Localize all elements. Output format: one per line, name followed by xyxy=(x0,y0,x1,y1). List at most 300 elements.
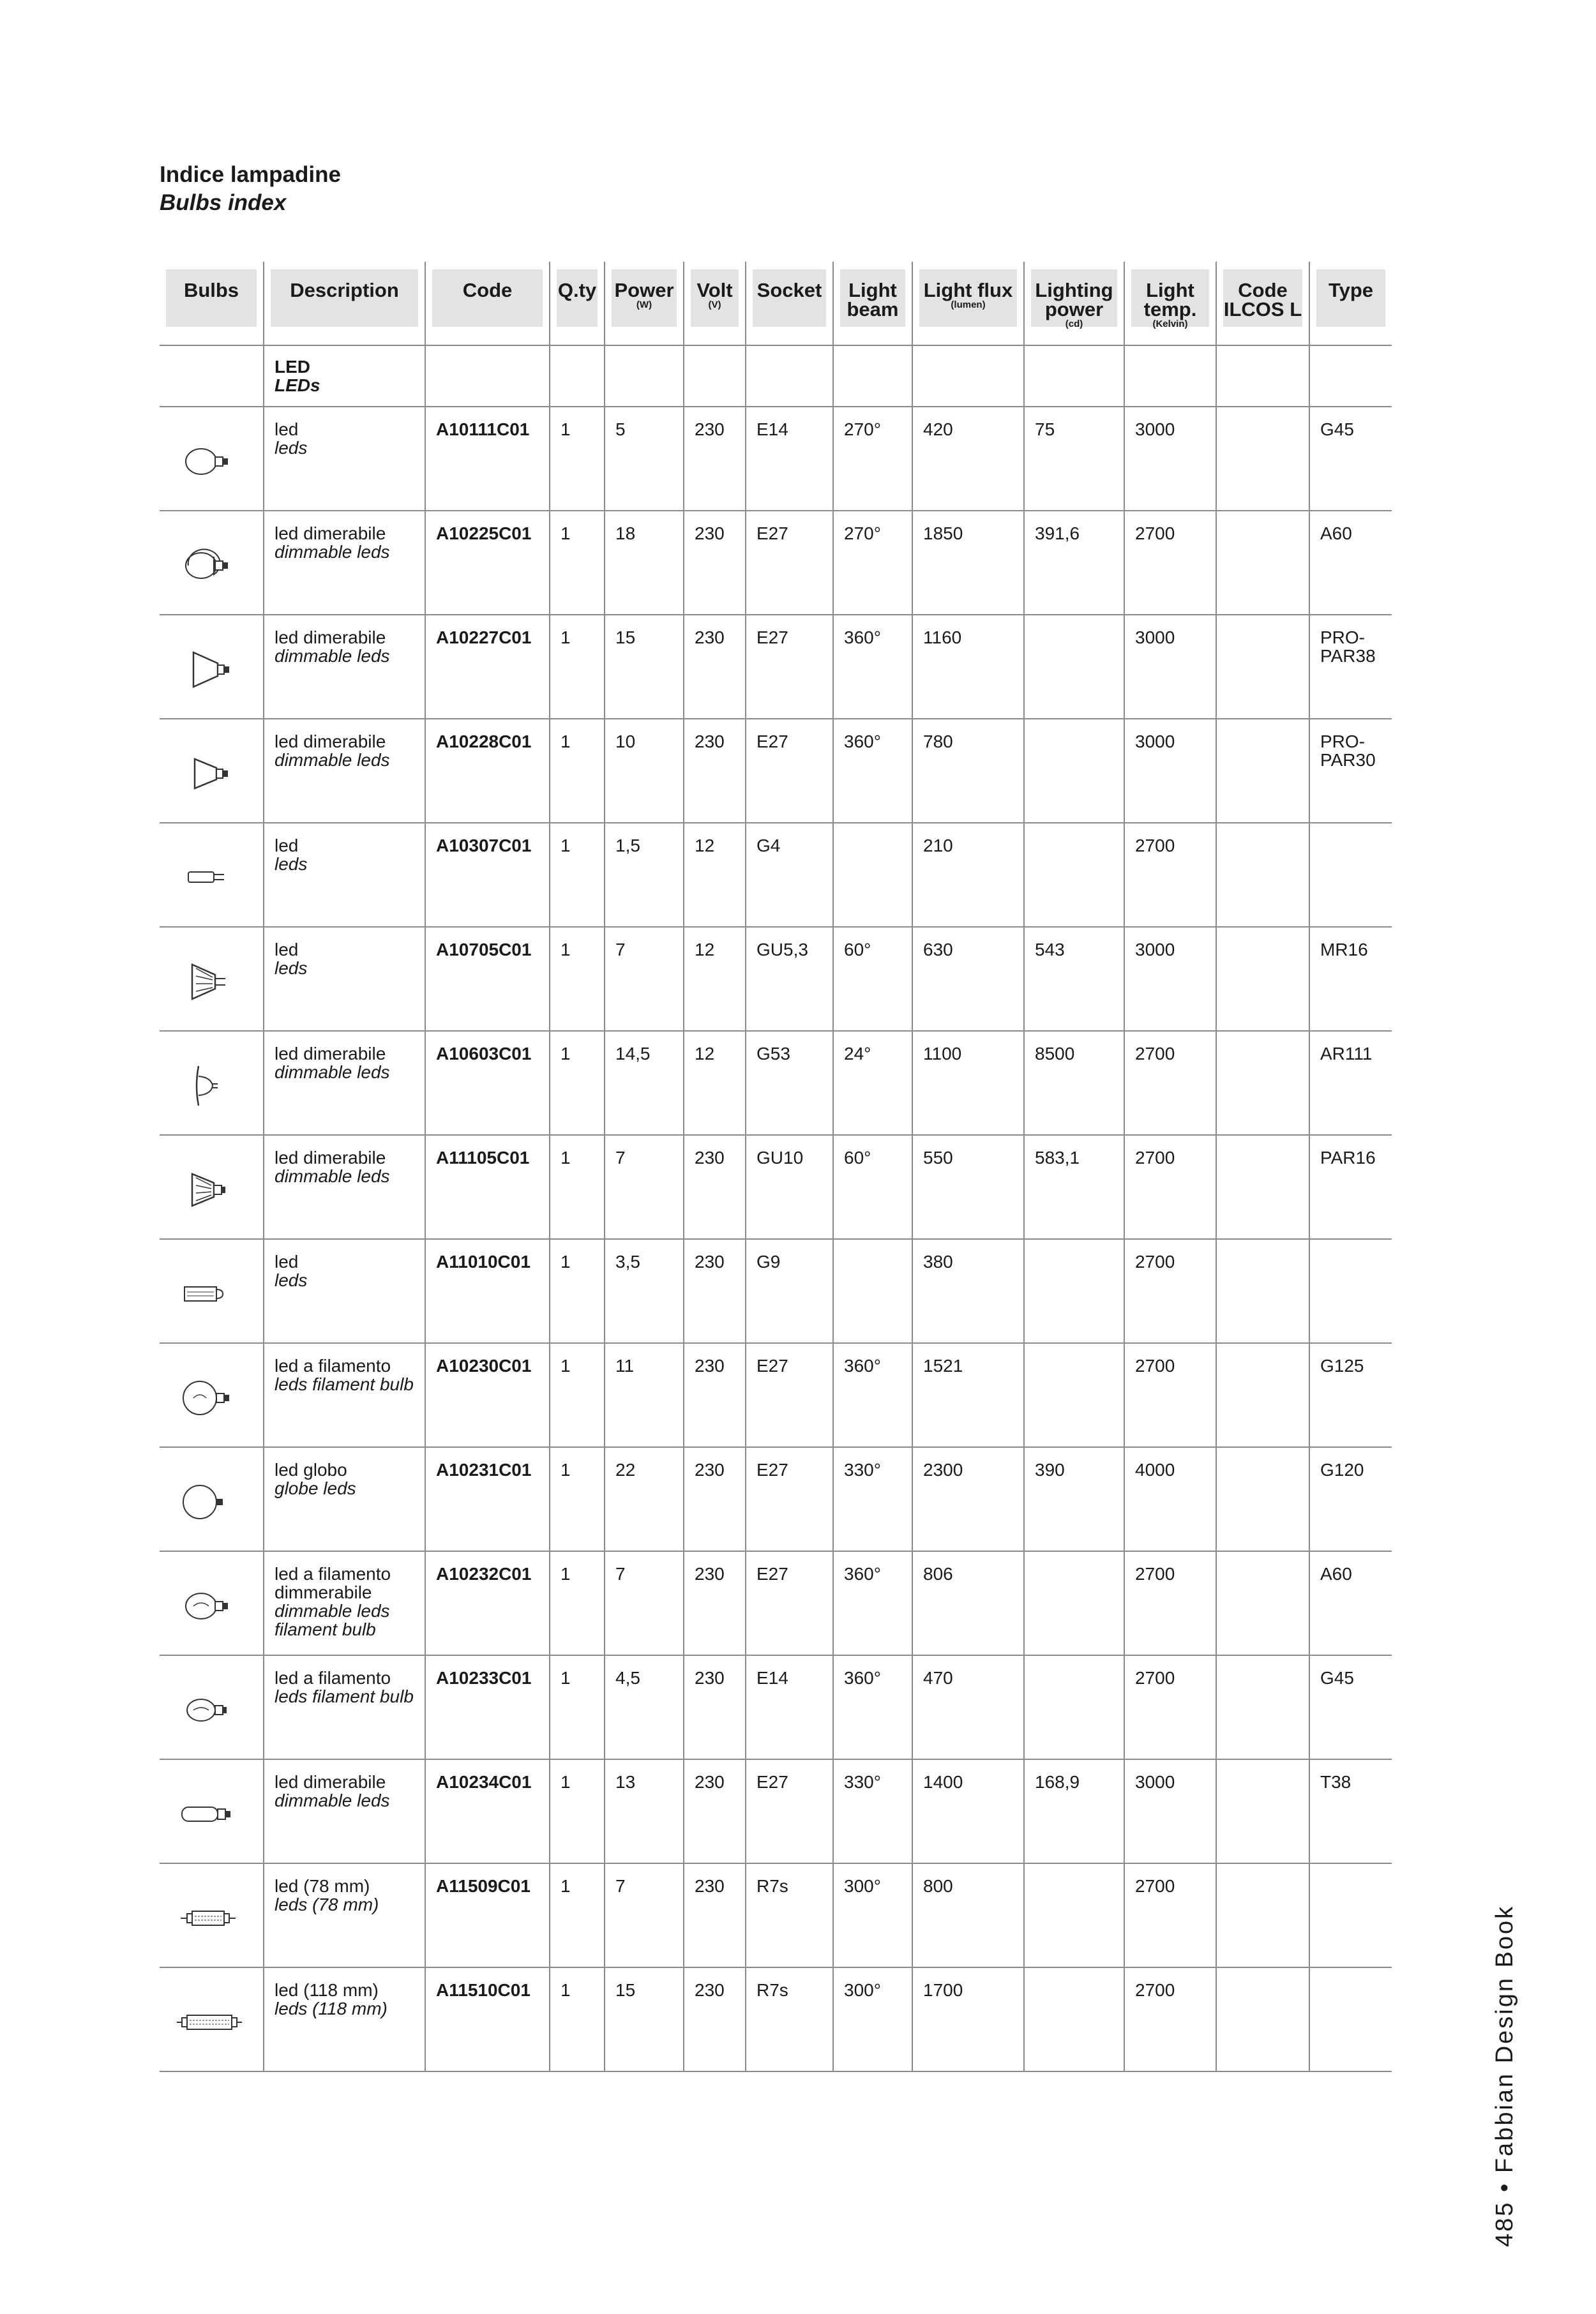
type-cell: A60 xyxy=(1309,511,1392,615)
qty-cell: 1 xyxy=(549,1864,604,1968)
flux-cell: 2300 xyxy=(912,1448,1023,1552)
lighting-power-cell: 390 xyxy=(1023,1448,1124,1552)
power-cell: 22 xyxy=(604,1448,683,1552)
description-it: led (118 mm) xyxy=(275,1980,379,2000)
flux-cell: 1850 xyxy=(912,511,1023,615)
qty-cell: 1 xyxy=(549,1968,604,2072)
socket-cell: G9 xyxy=(745,1240,832,1344)
description-it: led xyxy=(275,1252,299,1272)
bulbs-index-table xyxy=(160,262,1392,2072)
beam-cell: 270° xyxy=(832,511,912,615)
bulb-par16-icon xyxy=(172,1155,249,1225)
bulb-a60-filament-icon xyxy=(172,1571,249,1641)
type-cell: AR111 xyxy=(1309,1032,1392,1136)
type-cell: T38 xyxy=(1309,1760,1392,1864)
header-cell-code xyxy=(425,262,549,346)
volt-cell: 230 xyxy=(683,1136,745,1240)
beam-cell xyxy=(832,823,912,928)
type-cell: PRO- PAR38 xyxy=(1309,615,1392,719)
power-cell: 1,5 xyxy=(604,823,683,928)
description-cell xyxy=(263,823,425,928)
qty-cell: 1 xyxy=(549,615,604,719)
section-cell xyxy=(1216,346,1309,407)
code-cell: A10228C01 xyxy=(425,719,549,823)
temp-cell: 2700 xyxy=(1124,1656,1216,1760)
lighting-power-cell xyxy=(1023,1552,1124,1656)
header-cell-code-ilcos xyxy=(1216,262,1309,346)
description-en: dimmable leds filament bulb xyxy=(275,1601,390,1639)
flux-cell: 550 xyxy=(912,1136,1023,1240)
volt-cell: 12 xyxy=(683,1032,745,1136)
volt-cell: 230 xyxy=(683,407,745,511)
beam-cell: 24° xyxy=(832,1032,912,1136)
code-cell: A10230C01 xyxy=(425,1344,549,1448)
description-cell xyxy=(263,1240,425,1344)
description-it: led globo xyxy=(275,1460,347,1480)
description-cell xyxy=(263,1344,425,1448)
code-cell: A10307C01 xyxy=(425,823,549,928)
flux-cell: 1160 xyxy=(912,615,1023,719)
flux-cell: 1700 xyxy=(912,1968,1023,2072)
qty-cell: 1 xyxy=(549,928,604,1032)
section-cell xyxy=(832,346,912,407)
temp-cell: 2700 xyxy=(1124,1968,1216,2072)
code-cell: A10234C01 xyxy=(425,1760,549,1864)
volt-cell: 230 xyxy=(683,1344,745,1448)
description-en: leds (78 mm) xyxy=(275,1895,379,1914)
header-box xyxy=(271,269,418,327)
power-cell: 15 xyxy=(604,1968,683,2072)
description-cell xyxy=(263,1968,425,2072)
code-cell: A11509C01 xyxy=(425,1864,549,1968)
header-box xyxy=(1316,269,1385,327)
socket-cell: GU10 xyxy=(745,1136,832,1240)
description-it: led dimerabile xyxy=(275,627,386,647)
header-cell-power xyxy=(604,262,683,346)
header-box xyxy=(1031,269,1117,327)
description-it: led dimerabile xyxy=(275,523,386,543)
qty-cell: 1 xyxy=(549,719,604,823)
volt-cell: 230 xyxy=(683,1656,745,1760)
type-cell: G45 xyxy=(1309,1656,1392,1760)
type-cell: G120 xyxy=(1309,1448,1392,1552)
header-cell-socket xyxy=(745,262,832,346)
lighting-power-cell: 8500 xyxy=(1023,1032,1124,1136)
header-box xyxy=(840,269,905,327)
description-it: led xyxy=(275,940,299,959)
beam-cell: 360° xyxy=(832,1656,912,1760)
header-cell-bulbs xyxy=(160,262,263,346)
description-en: globe leds xyxy=(275,1478,356,1498)
socket-cell: E27 xyxy=(745,1760,832,1864)
code-cell: A10232C01 xyxy=(425,1552,549,1656)
bulb-cell xyxy=(160,928,263,1032)
volt-cell: 230 xyxy=(683,511,745,615)
qty-cell: 1 xyxy=(549,511,604,615)
bulb-r7s-118-icon xyxy=(172,1987,249,2057)
power-cell: 7 xyxy=(604,1552,683,1656)
power-cell: 15 xyxy=(604,615,683,719)
lighting-power-cell xyxy=(1023,1968,1124,2072)
bulb-r7s-78-icon xyxy=(172,1883,249,1953)
socket-cell: R7s xyxy=(745,1968,832,2072)
qty-cell: 1 xyxy=(549,1240,604,1344)
header-box xyxy=(432,269,543,327)
bulb-cell xyxy=(160,1136,263,1240)
header-box xyxy=(1223,269,1302,327)
header-box xyxy=(691,269,739,327)
power-cell: 7 xyxy=(604,1864,683,1968)
lighting-power-cell: 583,1 xyxy=(1023,1136,1124,1240)
temp-cell: 2700 xyxy=(1124,1136,1216,1240)
section-cell xyxy=(1023,346,1124,407)
bulb-cell xyxy=(160,1760,263,1864)
bulb-cell xyxy=(160,407,263,511)
ilcos-cell xyxy=(1216,1344,1309,1448)
flux-cell: 1521 xyxy=(912,1344,1023,1448)
ilcos-cell xyxy=(1216,1760,1309,1864)
temp-cell: 3000 xyxy=(1124,615,1216,719)
description-en: leds xyxy=(275,1270,308,1290)
type-cell: G45 xyxy=(1309,407,1392,511)
bulb-g9-icon xyxy=(172,1259,249,1329)
description-it: led a filamento xyxy=(275,1356,391,1376)
socket-cell: E27 xyxy=(745,1344,832,1448)
description-it: led (78 mm) xyxy=(275,1876,370,1896)
volt-cell: 230 xyxy=(683,719,745,823)
description-en: dimmable leds xyxy=(275,1166,390,1186)
header-label: Lighting power xyxy=(1035,279,1113,320)
description-en: dimmable leds xyxy=(275,646,390,666)
beam-cell: 360° xyxy=(832,615,912,719)
description-cell xyxy=(263,511,425,615)
beam-cell: 330° xyxy=(832,1760,912,1864)
bulb-t38-icon xyxy=(172,1779,249,1849)
temp-cell: 2700 xyxy=(1124,1864,1216,1968)
flux-cell: 470 xyxy=(912,1656,1023,1760)
qty-cell: 1 xyxy=(549,1032,604,1136)
header-cell-type xyxy=(1309,262,1392,346)
socket-cell: E14 xyxy=(745,1656,832,1760)
lighting-power-cell xyxy=(1023,1344,1124,1448)
beam-cell: 360° xyxy=(832,1552,912,1656)
power-cell: 7 xyxy=(604,1136,683,1240)
ilcos-cell xyxy=(1216,928,1309,1032)
description-en: dimmable leds xyxy=(275,1062,390,1082)
power-cell: 11 xyxy=(604,1344,683,1448)
bulb-cell xyxy=(160,1344,263,1448)
footer-brand: Fabbian Design Book xyxy=(1491,1904,1518,2174)
ilcos-cell xyxy=(1216,1032,1309,1136)
lighting-power-cell xyxy=(1023,823,1124,928)
qty-cell: 1 xyxy=(549,1760,604,1864)
code-cell: A10705C01 xyxy=(425,928,549,1032)
qty-cell: 1 xyxy=(549,1656,604,1760)
lighting-power-cell xyxy=(1023,1656,1124,1760)
page-subtitle: Bulbs index xyxy=(160,190,287,215)
header-unit: (Kelvin) xyxy=(1152,319,1188,329)
description-en: leds filament bulb xyxy=(275,1374,414,1394)
socket-cell: E14 xyxy=(745,407,832,511)
flux-cell: 780 xyxy=(912,719,1023,823)
bulb-g45-icon xyxy=(172,426,249,497)
description-cell xyxy=(263,407,425,511)
header-cell-light-beam xyxy=(832,262,912,346)
header-cell-volt xyxy=(683,262,745,346)
socket-cell: G4 xyxy=(745,823,832,928)
flux-cell: 380 xyxy=(912,1240,1023,1344)
code-cell: A11010C01 xyxy=(425,1240,549,1344)
bulb-g45-filament-icon xyxy=(172,1675,249,1745)
temp-cell: 4000 xyxy=(1124,1448,1216,1552)
flux-cell: 420 xyxy=(912,407,1023,511)
header-unit: (W) xyxy=(636,299,652,310)
description-it: led a filamento dimmerabile xyxy=(275,1564,391,1602)
flux-cell: 630 xyxy=(912,928,1023,1032)
description-en: dimmable leds xyxy=(275,750,390,770)
footer-separator: • xyxy=(1491,2181,1518,2193)
ilcos-cell xyxy=(1216,1240,1309,1344)
header-label: Light beam xyxy=(847,279,899,320)
lighting-power-cell xyxy=(1023,615,1124,719)
header-box xyxy=(557,269,598,327)
description-it: led xyxy=(275,419,299,439)
bulb-g120-globe-icon xyxy=(172,1467,249,1537)
code-cell: A10231C01 xyxy=(425,1448,549,1552)
bulb-cell xyxy=(160,1032,263,1136)
description-it: led dimerabile xyxy=(275,1772,386,1792)
section-cell xyxy=(263,346,425,407)
volt-cell: 230 xyxy=(683,1448,745,1552)
socket-cell: G53 xyxy=(745,1032,832,1136)
temp-cell: 3000 xyxy=(1124,407,1216,511)
qty-cell: 1 xyxy=(549,1136,604,1240)
bulb-cell xyxy=(160,719,263,823)
temp-cell: 2700 xyxy=(1124,1032,1216,1136)
temp-cell: 2700 xyxy=(1124,1344,1216,1448)
header-cell-qty xyxy=(549,262,604,346)
bulb-par30-icon xyxy=(172,739,249,809)
header-unit: (lumen) xyxy=(951,299,986,310)
beam-cell xyxy=(832,1240,912,1344)
volt-cell: 230 xyxy=(683,1240,745,1344)
description-it: led a filamento xyxy=(275,1668,391,1688)
beam-cell: 360° xyxy=(832,719,912,823)
description-cell xyxy=(263,1864,425,1968)
beam-cell: 60° xyxy=(832,928,912,1032)
code-cell: A10233C01 xyxy=(425,1656,549,1760)
qty-cell: 1 xyxy=(549,407,604,511)
lighting-power-cell: 168,9 xyxy=(1023,1760,1124,1864)
type-cell: G125 xyxy=(1309,1344,1392,1448)
bulb-ar111-icon xyxy=(172,1051,249,1121)
section-cell xyxy=(425,346,549,407)
power-cell: 18 xyxy=(604,511,683,615)
description-en: leds filament bulb xyxy=(275,1687,414,1706)
qty-cell: 1 xyxy=(549,1552,604,1656)
header-cell-light-flux xyxy=(912,262,1023,346)
ilcos-cell xyxy=(1216,1552,1309,1656)
code-cell: A10111C01 xyxy=(425,407,549,511)
section-cell xyxy=(683,346,745,407)
lighting-power-cell: 543 xyxy=(1023,928,1124,1032)
page-title: Indice lampadine xyxy=(160,162,341,187)
header-label: Light temp. xyxy=(1143,279,1197,320)
header-unit: (V) xyxy=(708,299,721,310)
power-cell: 3,5 xyxy=(604,1240,683,1344)
type-cell: PRO- PAR30 xyxy=(1309,719,1392,823)
code-cell: A10227C01 xyxy=(425,615,549,719)
description-cell xyxy=(263,1552,425,1656)
type-cell: A60 xyxy=(1309,1552,1392,1656)
ilcos-cell xyxy=(1216,1136,1309,1240)
section-cell xyxy=(1124,346,1216,407)
section-title: LED xyxy=(275,357,310,377)
power-cell: 13 xyxy=(604,1760,683,1864)
code-cell: A11105C01 xyxy=(425,1136,549,1240)
ilcos-cell xyxy=(1216,1968,1309,2072)
flux-cell: 800 xyxy=(912,1864,1023,1968)
section-subtitle: LEDs xyxy=(275,375,320,395)
bulb-a60-icon xyxy=(172,530,249,601)
temp-cell: 2700 xyxy=(1124,823,1216,928)
volt-cell: 230 xyxy=(683,1552,745,1656)
header-box xyxy=(919,269,1017,327)
bulb-par38-icon xyxy=(172,635,249,705)
section-cell xyxy=(912,346,1023,407)
header-label: Type xyxy=(1328,279,1374,301)
bulb-cell xyxy=(160,1864,263,1968)
lighting-power-cell xyxy=(1023,1864,1124,1968)
header-label: Code xyxy=(462,279,513,301)
code-cell: A11510C01 xyxy=(425,1968,549,2072)
header-label: Socket xyxy=(757,279,822,301)
beam-cell: 300° xyxy=(832,1864,912,1968)
volt-cell: 230 xyxy=(683,615,745,719)
header-label: Bulbs xyxy=(183,279,239,301)
qty-cell: 1 xyxy=(549,823,604,928)
description-en: leds xyxy=(275,438,308,458)
volt-cell: 12 xyxy=(683,928,745,1032)
header-cell-light-temp xyxy=(1124,262,1216,346)
ilcos-cell xyxy=(1216,1864,1309,1968)
description-en: leds xyxy=(275,958,308,978)
power-cell: 14,5 xyxy=(604,1032,683,1136)
ilcos-cell xyxy=(1216,823,1309,928)
ilcos-cell xyxy=(1216,407,1309,511)
ilcos-cell xyxy=(1216,1448,1309,1552)
type-cell xyxy=(1309,1864,1392,1968)
flux-cell: 1100 xyxy=(912,1032,1023,1136)
volt-cell: 230 xyxy=(683,1760,745,1864)
flux-cell: 1400 xyxy=(912,1760,1023,1864)
header-box xyxy=(753,269,826,327)
bulb-g4-icon xyxy=(172,843,249,913)
temp-cell: 3000 xyxy=(1124,928,1216,1032)
description-it: led dimerabile xyxy=(275,1148,386,1168)
bulb-mr16-icon xyxy=(172,947,249,1017)
header-cell-description xyxy=(263,262,425,346)
beam-cell: 330° xyxy=(832,1448,912,1552)
volt-cell: 230 xyxy=(683,1968,745,2072)
ilcos-cell xyxy=(1216,1656,1309,1760)
code-cell: A10225C01 xyxy=(425,511,549,615)
bulb-cell xyxy=(160,1552,263,1656)
description-cell xyxy=(263,1136,425,1240)
socket-cell: E27 xyxy=(745,511,832,615)
section-cell xyxy=(745,346,832,407)
power-cell: 7 xyxy=(604,928,683,1032)
header-cell-lighting-power xyxy=(1023,262,1124,346)
lighting-power-cell xyxy=(1023,719,1124,823)
header-label: Power xyxy=(614,279,674,301)
ilcos-cell xyxy=(1216,719,1309,823)
bulb-cell xyxy=(160,823,263,928)
temp-cell: 2700 xyxy=(1124,1552,1216,1656)
socket-cell: E27 xyxy=(745,719,832,823)
power-cell: 5 xyxy=(604,407,683,511)
description-cell xyxy=(263,615,425,719)
beam-cell: 60° xyxy=(832,1136,912,1240)
description-it: led xyxy=(275,836,299,855)
section-cell xyxy=(1309,346,1392,407)
ilcos-cell xyxy=(1216,511,1309,615)
temp-cell: 3000 xyxy=(1124,1760,1216,1864)
type-cell xyxy=(1309,1240,1392,1344)
header-box xyxy=(612,269,677,327)
page-number: 485 xyxy=(1491,2200,1518,2247)
page-footer xyxy=(1489,1890,1521,2247)
socket-cell: E27 xyxy=(745,615,832,719)
description-cell xyxy=(263,1448,425,1552)
header-label: Volt xyxy=(696,279,733,301)
beam-cell: 270° xyxy=(832,407,912,511)
description-en: leds (118 mm) xyxy=(275,1999,388,2018)
description-it: led dimerabile xyxy=(275,732,386,751)
bulb-cell xyxy=(160,511,263,615)
lighting-power-cell: 75 xyxy=(1023,407,1124,511)
volt-cell: 230 xyxy=(683,1864,745,1968)
description-en: dimmable leds xyxy=(275,1791,390,1810)
header-label: Q.ty xyxy=(557,279,597,301)
description-cell xyxy=(263,719,425,823)
bulb-cell xyxy=(160,1968,263,2072)
volt-cell: 12 xyxy=(683,823,745,928)
type-cell: MR16 xyxy=(1309,928,1392,1032)
code-cell: A10603C01 xyxy=(425,1032,549,1136)
beam-cell: 360° xyxy=(832,1344,912,1448)
type-cell xyxy=(1309,1968,1392,2072)
section-cell xyxy=(160,346,263,407)
description-cell xyxy=(263,1032,425,1136)
bulb-cell xyxy=(160,615,263,719)
header-label: Light flux xyxy=(923,279,1013,301)
description-en: leds xyxy=(275,854,308,874)
header-label: Code ILCOS L xyxy=(1223,279,1302,320)
bulb-g125-filament-icon xyxy=(172,1363,249,1433)
qty-cell: 1 xyxy=(549,1344,604,1448)
bulb-cell xyxy=(160,1656,263,1760)
header-label: Description xyxy=(290,279,399,301)
lighting-power-cell: 391,6 xyxy=(1023,511,1124,615)
beam-cell: 300° xyxy=(832,1968,912,2072)
description-cell xyxy=(263,1760,425,1864)
section-cell xyxy=(604,346,683,407)
header-box xyxy=(1131,269,1209,327)
socket-cell: R7s xyxy=(745,1864,832,1968)
bulb-cell xyxy=(160,1240,263,1344)
section-cell xyxy=(549,346,604,407)
